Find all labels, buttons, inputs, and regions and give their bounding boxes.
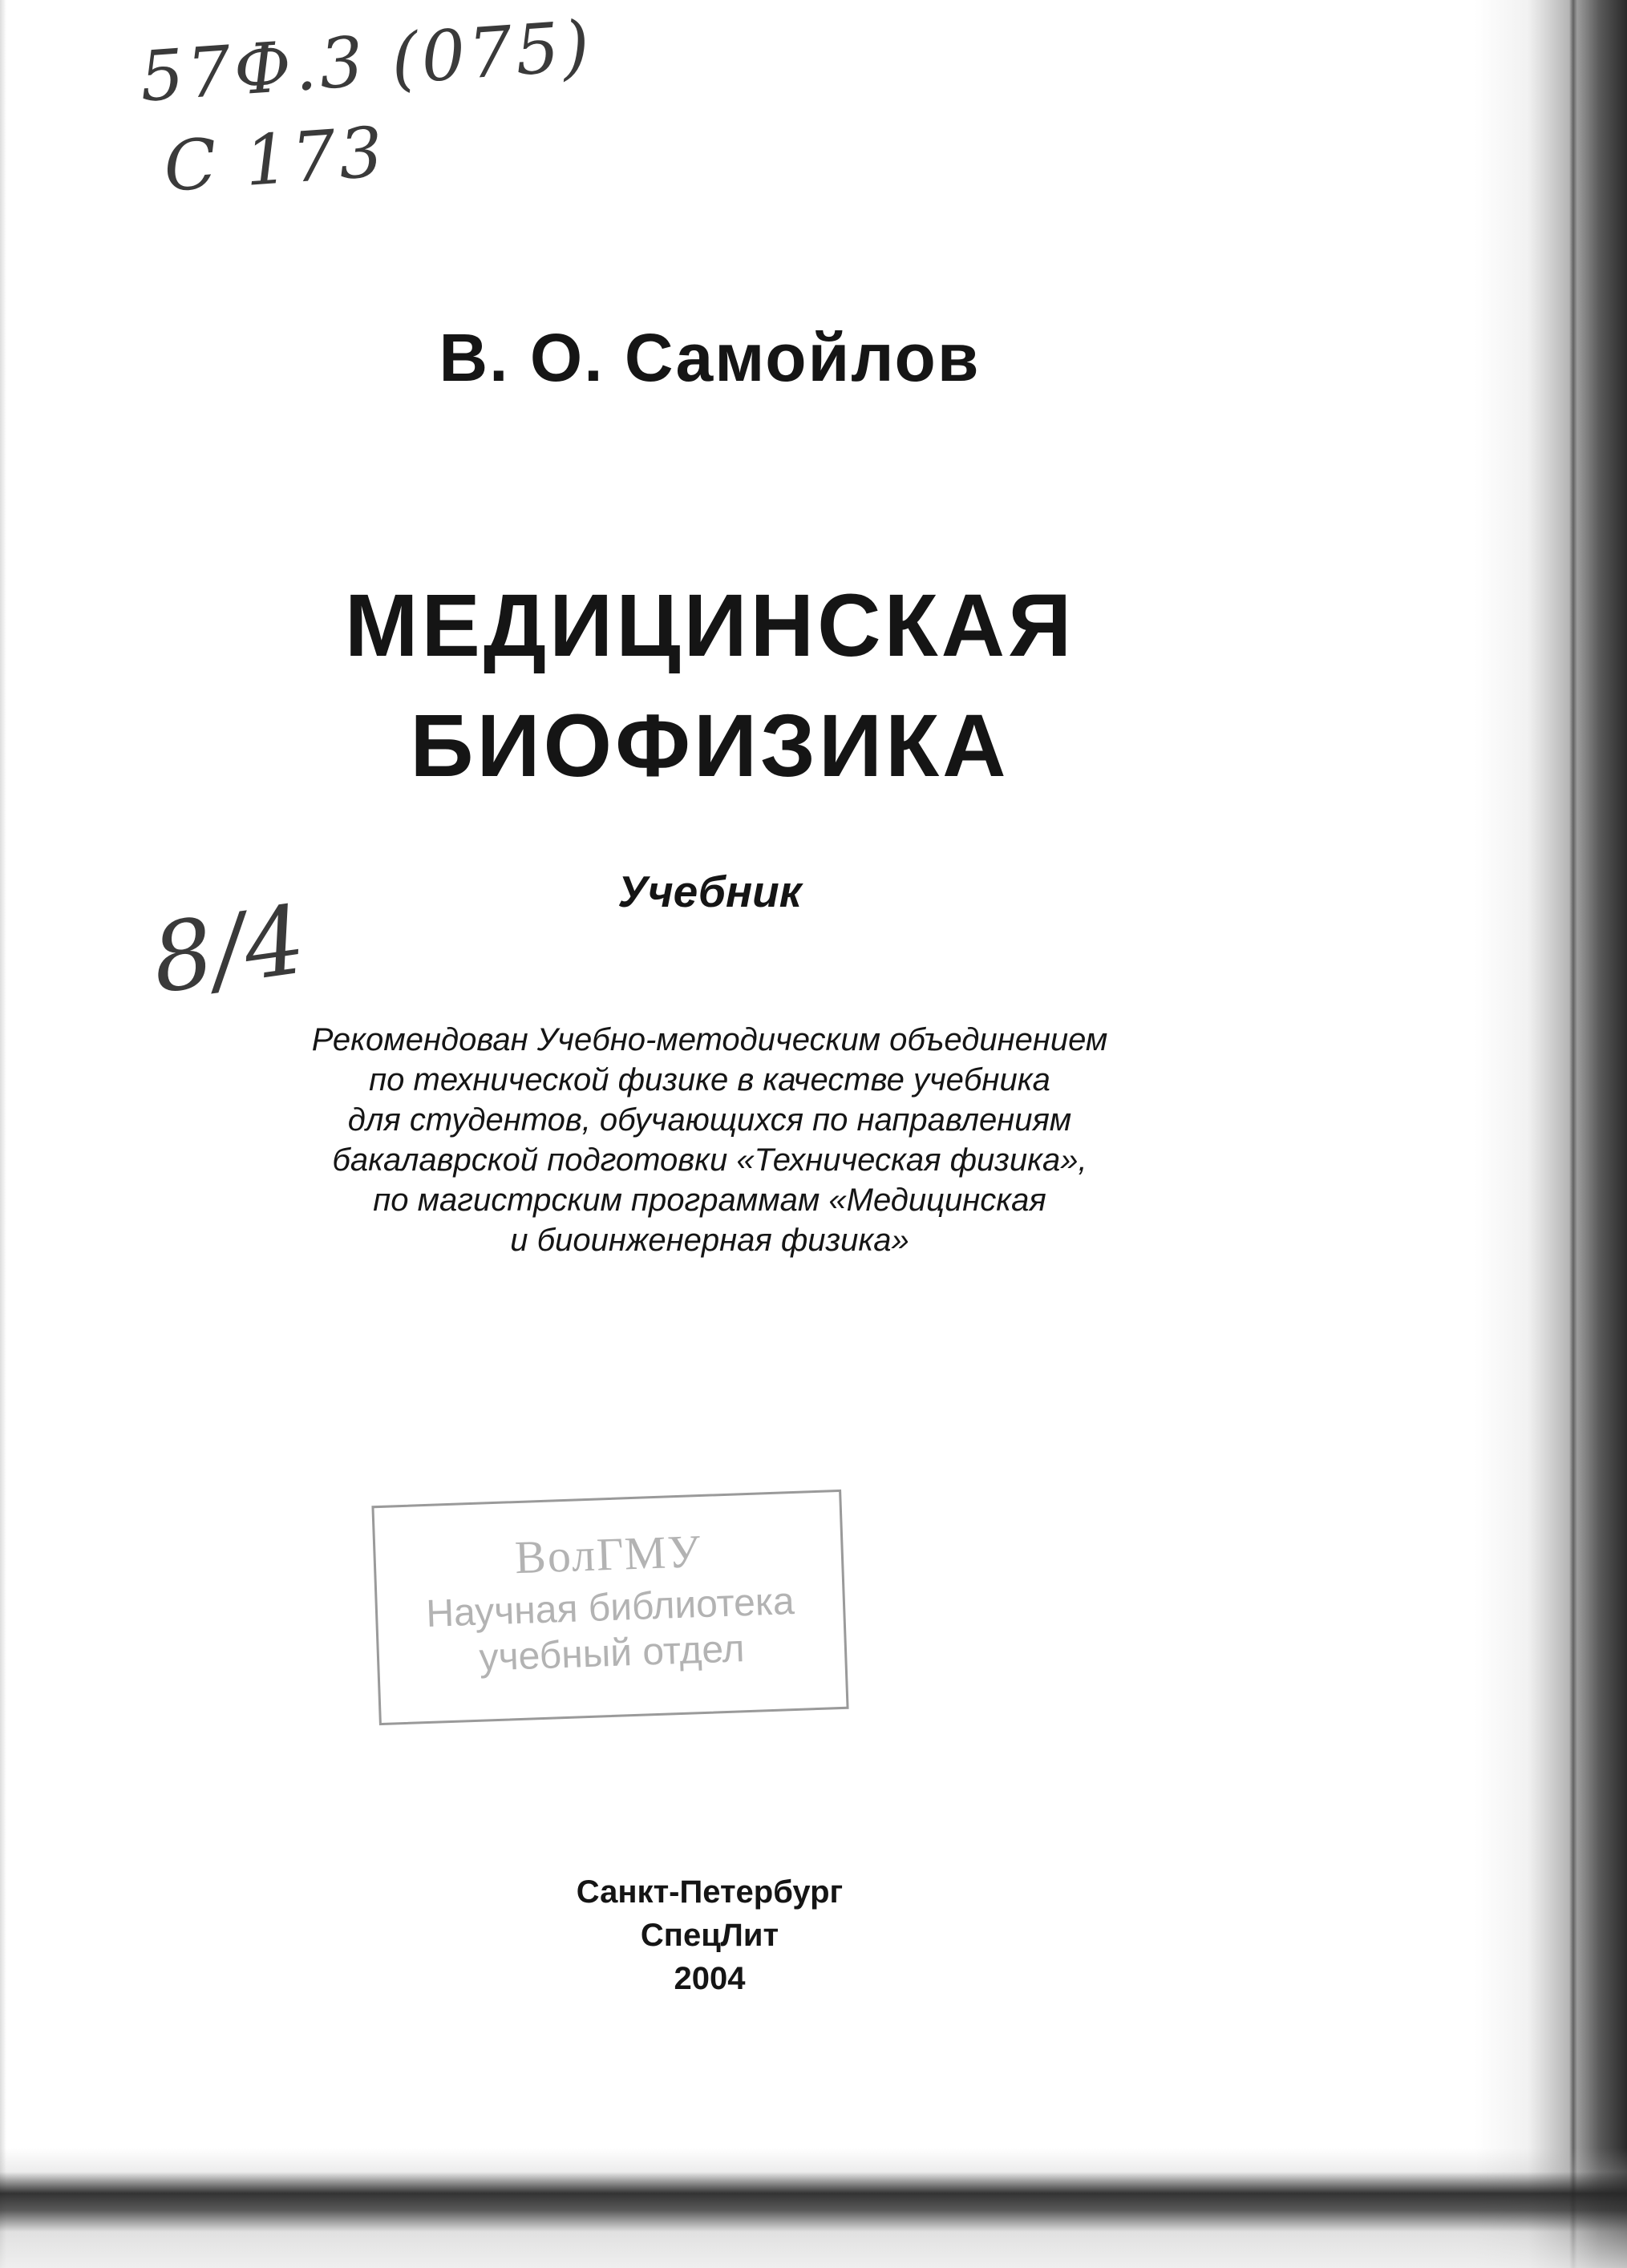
book-title-line-2: БИОФИЗИКА	[410, 697, 1010, 795]
handwritten-shelf-mark	[137, 6, 601, 208]
recommendation-line-4: бакалаврской подготовки «Техническая физика»,	[332, 1142, 1087, 1178]
recommendation-line-6: и биоинженерная физика»	[510, 1223, 909, 1258]
imprint	[0, 1870, 1419, 2000]
imprint-city: Санкт-Петербург	[576, 1874, 844, 1910]
shelf-mark-code: 57Ф.3 (075)	[137, 6, 596, 118]
recommendation-text	[0, 1020, 1419, 1260]
scan-bottom-edge	[0, 2148, 1627, 2268]
recommendation-line-1: Рекомендован Учебно-методическим объединением	[311, 1022, 1108, 1057]
library-stamp	[371, 1490, 848, 1725]
book-author: В. О. Самойлов	[439, 320, 981, 395]
recommendation-line-3: для студентов, обучающихся по направлениям	[347, 1102, 1072, 1138]
imprint-publisher: СпецЛит	[640, 1918, 779, 1953]
stamp-library: Научная библиотека	[425, 1580, 795, 1635]
handwritten-fraction-mark: 8/4	[145, 883, 312, 1015]
imprint-year: 2004	[674, 1961, 746, 1996]
shelf-mark-author-code: С 173	[161, 111, 389, 208]
scan-spine-shadow	[1475, 0, 1627, 2268]
stamp-institution: ВолГМУ	[513, 1524, 703, 1584]
book-title-line-1: МЕДИЦИНСКАЯ	[344, 576, 1075, 675]
recommendation-line-2: по технической физике в качестве учебника	[369, 1062, 1050, 1098]
book-subtitle: Учебник	[617, 867, 802, 916]
scan-page-fold	[1569, 0, 1577, 2268]
recommendation-line-5: по магистрским программам «Медицинская	[373, 1183, 1046, 1218]
stamp-department: учебный отдел	[478, 1627, 746, 1680]
book-title	[0, 566, 1419, 807]
